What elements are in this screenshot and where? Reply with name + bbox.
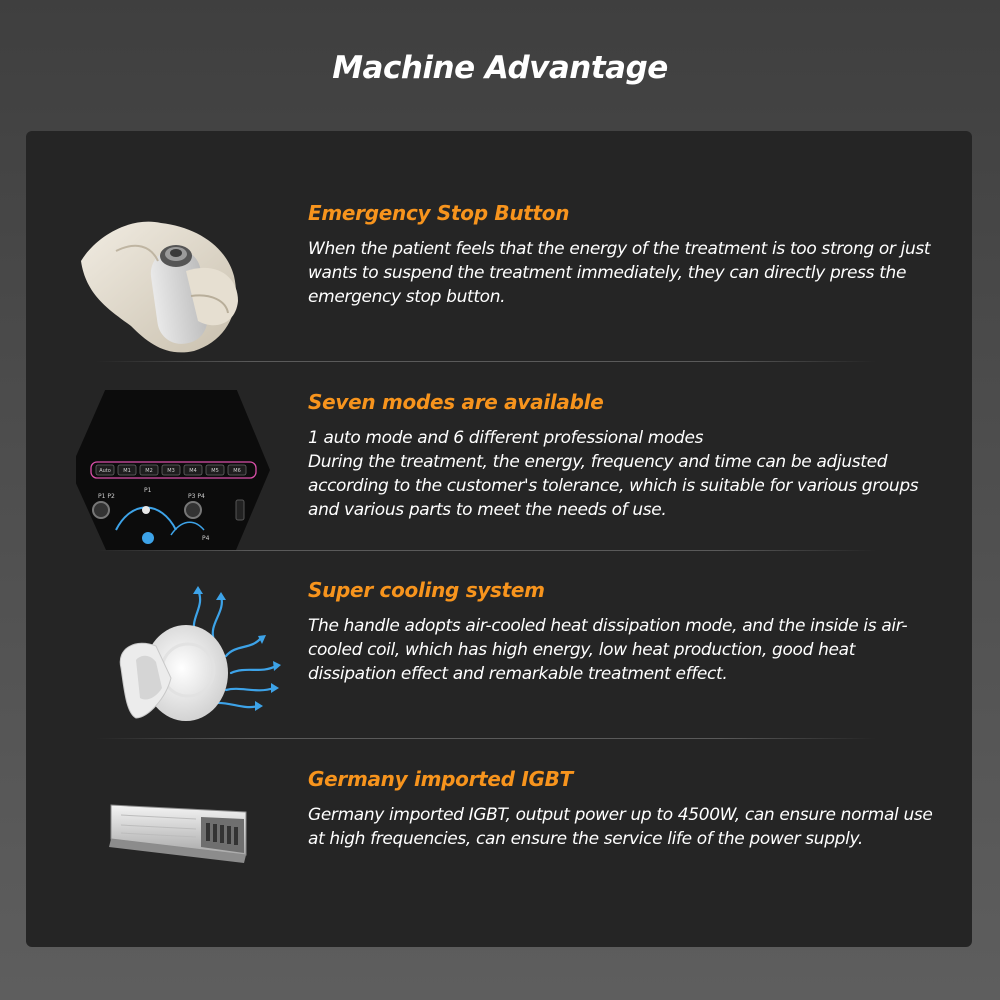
page-title: Machine Advantage bbox=[332, 50, 668, 86]
feature-text bbox=[308, 390, 938, 522]
feature-text bbox=[308, 767, 938, 851]
feature-seven-modes bbox=[26, 390, 972, 560]
feature-heading: Super cooling system bbox=[308, 578, 545, 602]
mode-button: M1 bbox=[123, 468, 131, 474]
feature-body: The handle adopts air-cooled heat dissipation mode, and the inside is air-cooled coil, which has high energy, low heat production, good heat dissipation effect and remarkable treatment effect. bbox=[308, 616, 908, 684]
mode-button: M4 bbox=[189, 468, 197, 474]
feature-igbt bbox=[26, 767, 972, 937]
feature-cooling-system bbox=[26, 578, 972, 748]
feature-heading: Germany imported IGBT bbox=[308, 767, 573, 791]
mode-button: M3 bbox=[167, 468, 175, 474]
gloved-hand-image bbox=[76, 201, 296, 371]
cooling-handle-image bbox=[76, 578, 296, 748]
port-label: P1 bbox=[144, 487, 152, 494]
divider bbox=[96, 550, 876, 551]
mode-button: M6 bbox=[233, 468, 241, 474]
mode-button: M5 bbox=[211, 468, 219, 474]
port-label: P1 P2 bbox=[98, 493, 115, 500]
feature-emergency-stop bbox=[26, 201, 972, 371]
feature-body: Germany imported IGBT, output power up to 4500W, can ensure normal use at high frequencies, can ensure the service life of the power supply. bbox=[308, 805, 933, 849]
feature-body: When the patient feels that the energy of the treatment is too strong or just wants to suspend the treatment immediately, they can directly press the emergency stop button. bbox=[308, 239, 931, 307]
divider bbox=[96, 361, 876, 362]
feature-body: 1 auto mode and 6 different professional modes During the treatment, the energy, frequency and time can be adjusted according to the customer's tolerance, which is suitable for various groups and various parts to meet the needs of use. bbox=[308, 428, 919, 520]
port-label: P4 bbox=[202, 535, 210, 542]
mode-button: Auto bbox=[99, 468, 111, 474]
power-supply-image bbox=[76, 767, 296, 937]
feature-text bbox=[308, 201, 938, 309]
feature-text bbox=[308, 578, 938, 686]
feature-heading: Emergency Stop Button bbox=[308, 201, 570, 225]
mode-button: M2 bbox=[145, 468, 153, 474]
feature-heading: Seven modes are available bbox=[308, 390, 604, 414]
advantages-panel bbox=[26, 131, 972, 947]
control-panel-image bbox=[76, 390, 296, 560]
divider bbox=[96, 738, 876, 739]
port-label: P3 P4 bbox=[188, 493, 205, 500]
